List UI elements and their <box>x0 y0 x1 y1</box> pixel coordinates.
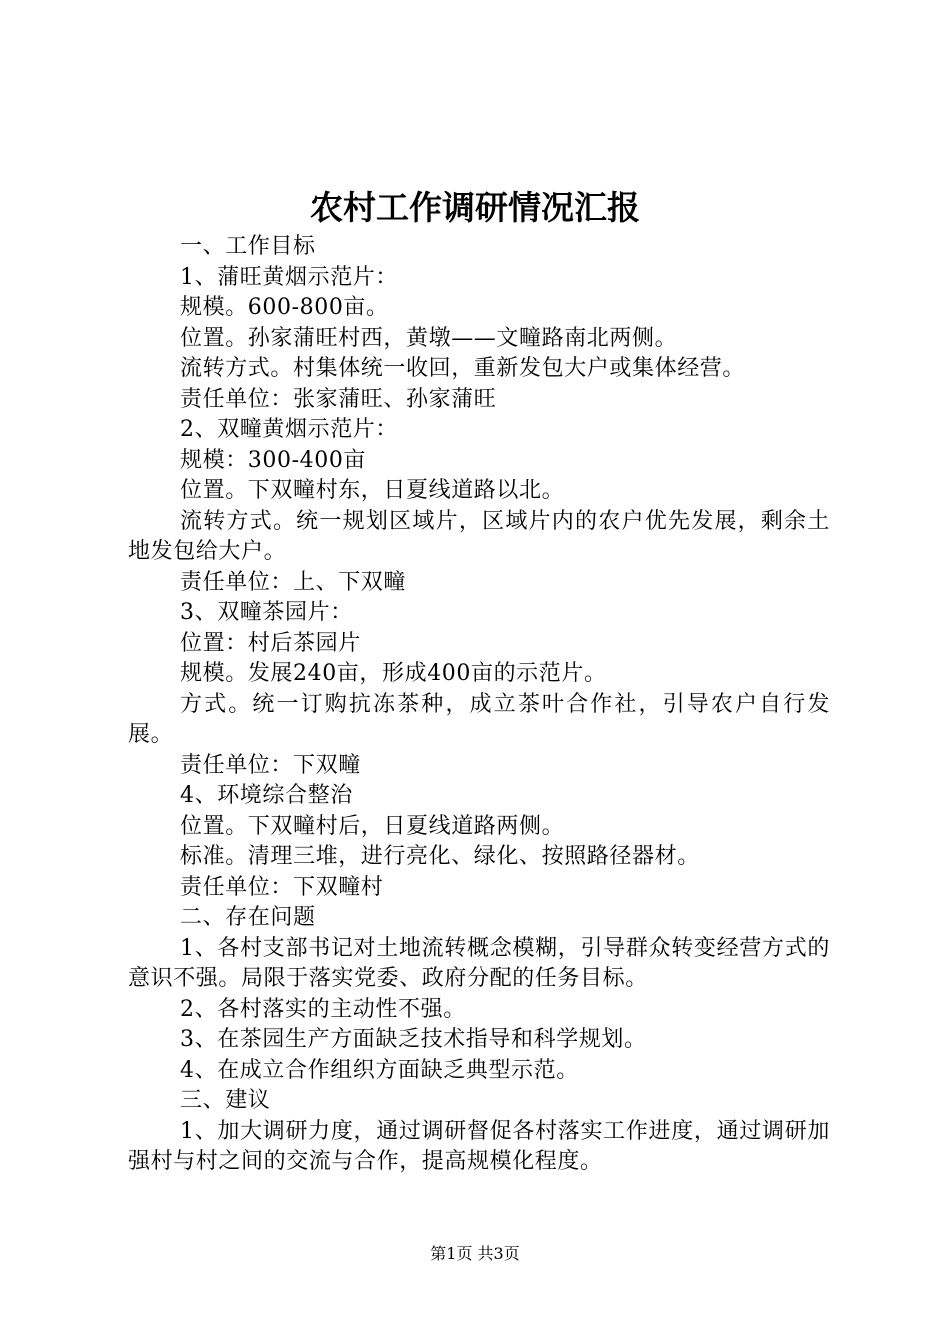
page-footer: 第1页 共3页 <box>430 1244 520 1263</box>
paragraph-3: 规模。600-800亩。 <box>180 295 389 320</box>
paragraph-16: 责任单位：下双疃 <box>180 752 361 778</box>
paragraph-2: 1、蒲旺黄烟示范片： <box>180 264 398 290</box>
paragraph-18: 位置。下双疃村后，日夏线道路两侧。 <box>180 813 565 839</box>
paragraph-12: 3、双疃茶园片： <box>180 600 353 625</box>
paragraph-22: 1、各村支部书记对土地流转概念模糊，引导群众转变经营方式的意识不强。局限于落实党委、政府分配的任务目标。 <box>128 935 830 991</box>
paragraph-19: 标准。清理三堆，进行亮化、绿化、按照路径器材。 <box>180 844 700 869</box>
paragraph-21: 二、存在问题 <box>180 905 316 930</box>
paragraph-24: 3、在茶园生产方面缺乏技术指导和科学规划。 <box>180 1027 647 1052</box>
paragraph-9: 位置。下双疃村东，日夏线道路以北。 <box>180 478 565 503</box>
paragraph-15: 方式。统一订购抗冻茶种，成立茶叶合作社，引导农户自行发展。 <box>128 691 830 747</box>
paragraph-23: 2、各村落实的主动性不强。 <box>180 996 466 1022</box>
paragraph-5: 流转方式。村集体统一收回，重新发包大户或集体经营。 <box>180 356 746 381</box>
paragraph-25: 4、在成立合作组织方面缺乏典型示范。 <box>180 1057 579 1083</box>
paragraph-1: 一、工作目标 <box>180 234 316 259</box>
paragraph-4: 位置。孙家蒲旺村西，黄墩——文疃路南北两侧。 <box>180 325 678 351</box>
document-title: 农村工作调研情况汇报 <box>310 188 640 227</box>
paragraph-17: 4、环境综合整治 <box>180 783 353 808</box>
paragraph-26: 三、建议 <box>180 1088 271 1113</box>
paragraph-7: 2、双疃黄烟示范片： <box>180 417 398 442</box>
paragraph-27: 1、加大调研力度，通过调研督促各村落实工作进度，通过调研加强村与村之间的交流与合作，提高规模化程度。 <box>128 1118 830 1174</box>
paragraph-8: 规模：300-400亩 <box>180 447 367 473</box>
paragraph-6: 责任单位：张家蒲旺、孙家蒲旺 <box>180 386 497 412</box>
document-body <box>128 232 830 1178</box>
paragraph-13: 位置：村后茶园片 <box>180 630 361 656</box>
paragraph-20: 责任单位：下双疃村 <box>180 874 384 900</box>
paragraph-10: 流转方式。统一规划区域片，区域片内的农户优先发展，剩余土地发包给大户。 <box>128 508 830 564</box>
paragraph-11: 责任单位：上、下双疃 <box>180 569 407 595</box>
paragraph-14: 规模。发展240亩，形成400亩的示范片。 <box>180 661 607 686</box>
